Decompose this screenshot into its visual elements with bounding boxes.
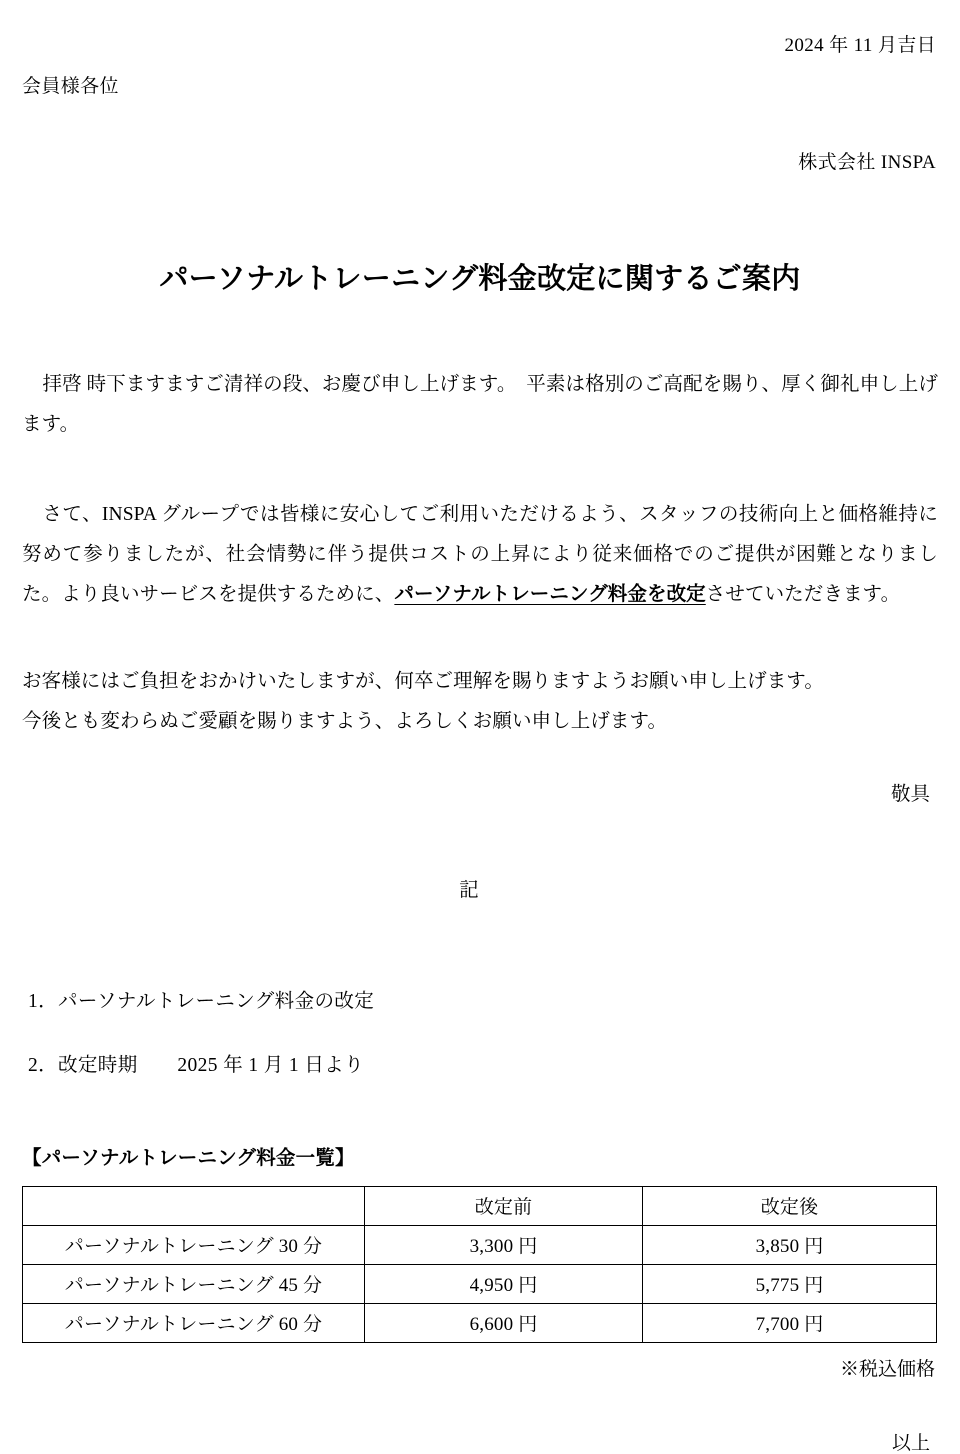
list-item-1: 1．パーソナルトレーニング料金の改定 <box>28 991 375 1013</box>
price-table <box>22 1186 937 1343</box>
document-body <box>22 0 938 1453</box>
end-mark: 以上 <box>891 1432 930 1454</box>
table-cell-plan: パーソナルトレーニング 30 分 <box>23 1225 365 1264</box>
tax-note: ※税込価格 <box>839 1358 935 1380</box>
table-row <box>23 1264 937 1303</box>
closing-salutation: 敬具 <box>890 784 930 806</box>
table-header-blank <box>23 1186 365 1225</box>
table-cell-price-after: 5,775 円 <box>643 1264 937 1303</box>
table-cell-plan: パーソナルトレーニング 60 分 <box>23 1303 365 1342</box>
table-caption: 【パーソナルトレーニング料金一覧】 <box>22 1148 355 1170</box>
table-cell-price-before: 4,950 円 <box>365 1264 643 1303</box>
table-cell-price-after: 3,850 円 <box>643 1225 937 1264</box>
paragraph-reason-tail: させていただきます。 <box>705 584 901 606</box>
table-header-before: 改定前 <box>365 1186 643 1225</box>
addressee: 会員様各位 <box>22 76 119 97</box>
price-table-body <box>23 1225 937 1342</box>
paragraph-reason <box>22 464 938 615</box>
company-name: 株式会社 INSPA <box>798 152 936 173</box>
table-header-after: 改定後 <box>643 1186 937 1225</box>
table-cell-plan: パーソナルトレーニング 45 分 <box>23 1264 365 1303</box>
paragraph-request-line-1: お客様にはご負担をおかけいたしますが、何卒ご理解を賜りますようお願い申し上げます。 <box>22 670 824 692</box>
table-cell-price-before: 3,300 円 <box>365 1225 643 1264</box>
table-header-row <box>23 1186 937 1225</box>
table-row <box>23 1225 937 1264</box>
paragraph-greeting: 拝啓 時下ますますご清祥の段、お慶び申し上げます。 平素は格別のご高配を賜り、厚く御礼申し上げます。 <box>22 373 938 435</box>
ki-marker: 記 <box>459 879 479 901</box>
list-item-2: 2．改定時期 2025 年 1 月 1 日より <box>28 1054 364 1076</box>
date-line: 2024 年 11 月吉日 <box>784 35 936 56</box>
paragraph-request <box>22 635 938 742</box>
table-row <box>23 1303 937 1342</box>
paragraph-reason-lead: さて、INSPA グループでは皆様に安心してご利用いただけるよう、スタッフの技術向上と価格維持に努めて参りましたが、社会情勢に伴う提供コストの上昇により従来価格でのご提供が困難となりました。より良いサービスを提供するために、 <box>22 504 938 606</box>
page-title: パーソナルトレーニング料金改定に関するご案内 <box>159 263 801 296</box>
paragraph-request-line-2: 今後とも変わらぬご愛顧を賜りますよう、よろしくお願い申し上げます。 <box>22 710 668 732</box>
table-cell-price-after: 7,700 円 <box>643 1303 937 1342</box>
price-table-head <box>23 1186 937 1225</box>
paragraph-reason-emphasis: パーソナルトレーニング料金を改定 <box>394 584 706 606</box>
table-cell-price-before: 6,600 円 <box>365 1303 643 1342</box>
